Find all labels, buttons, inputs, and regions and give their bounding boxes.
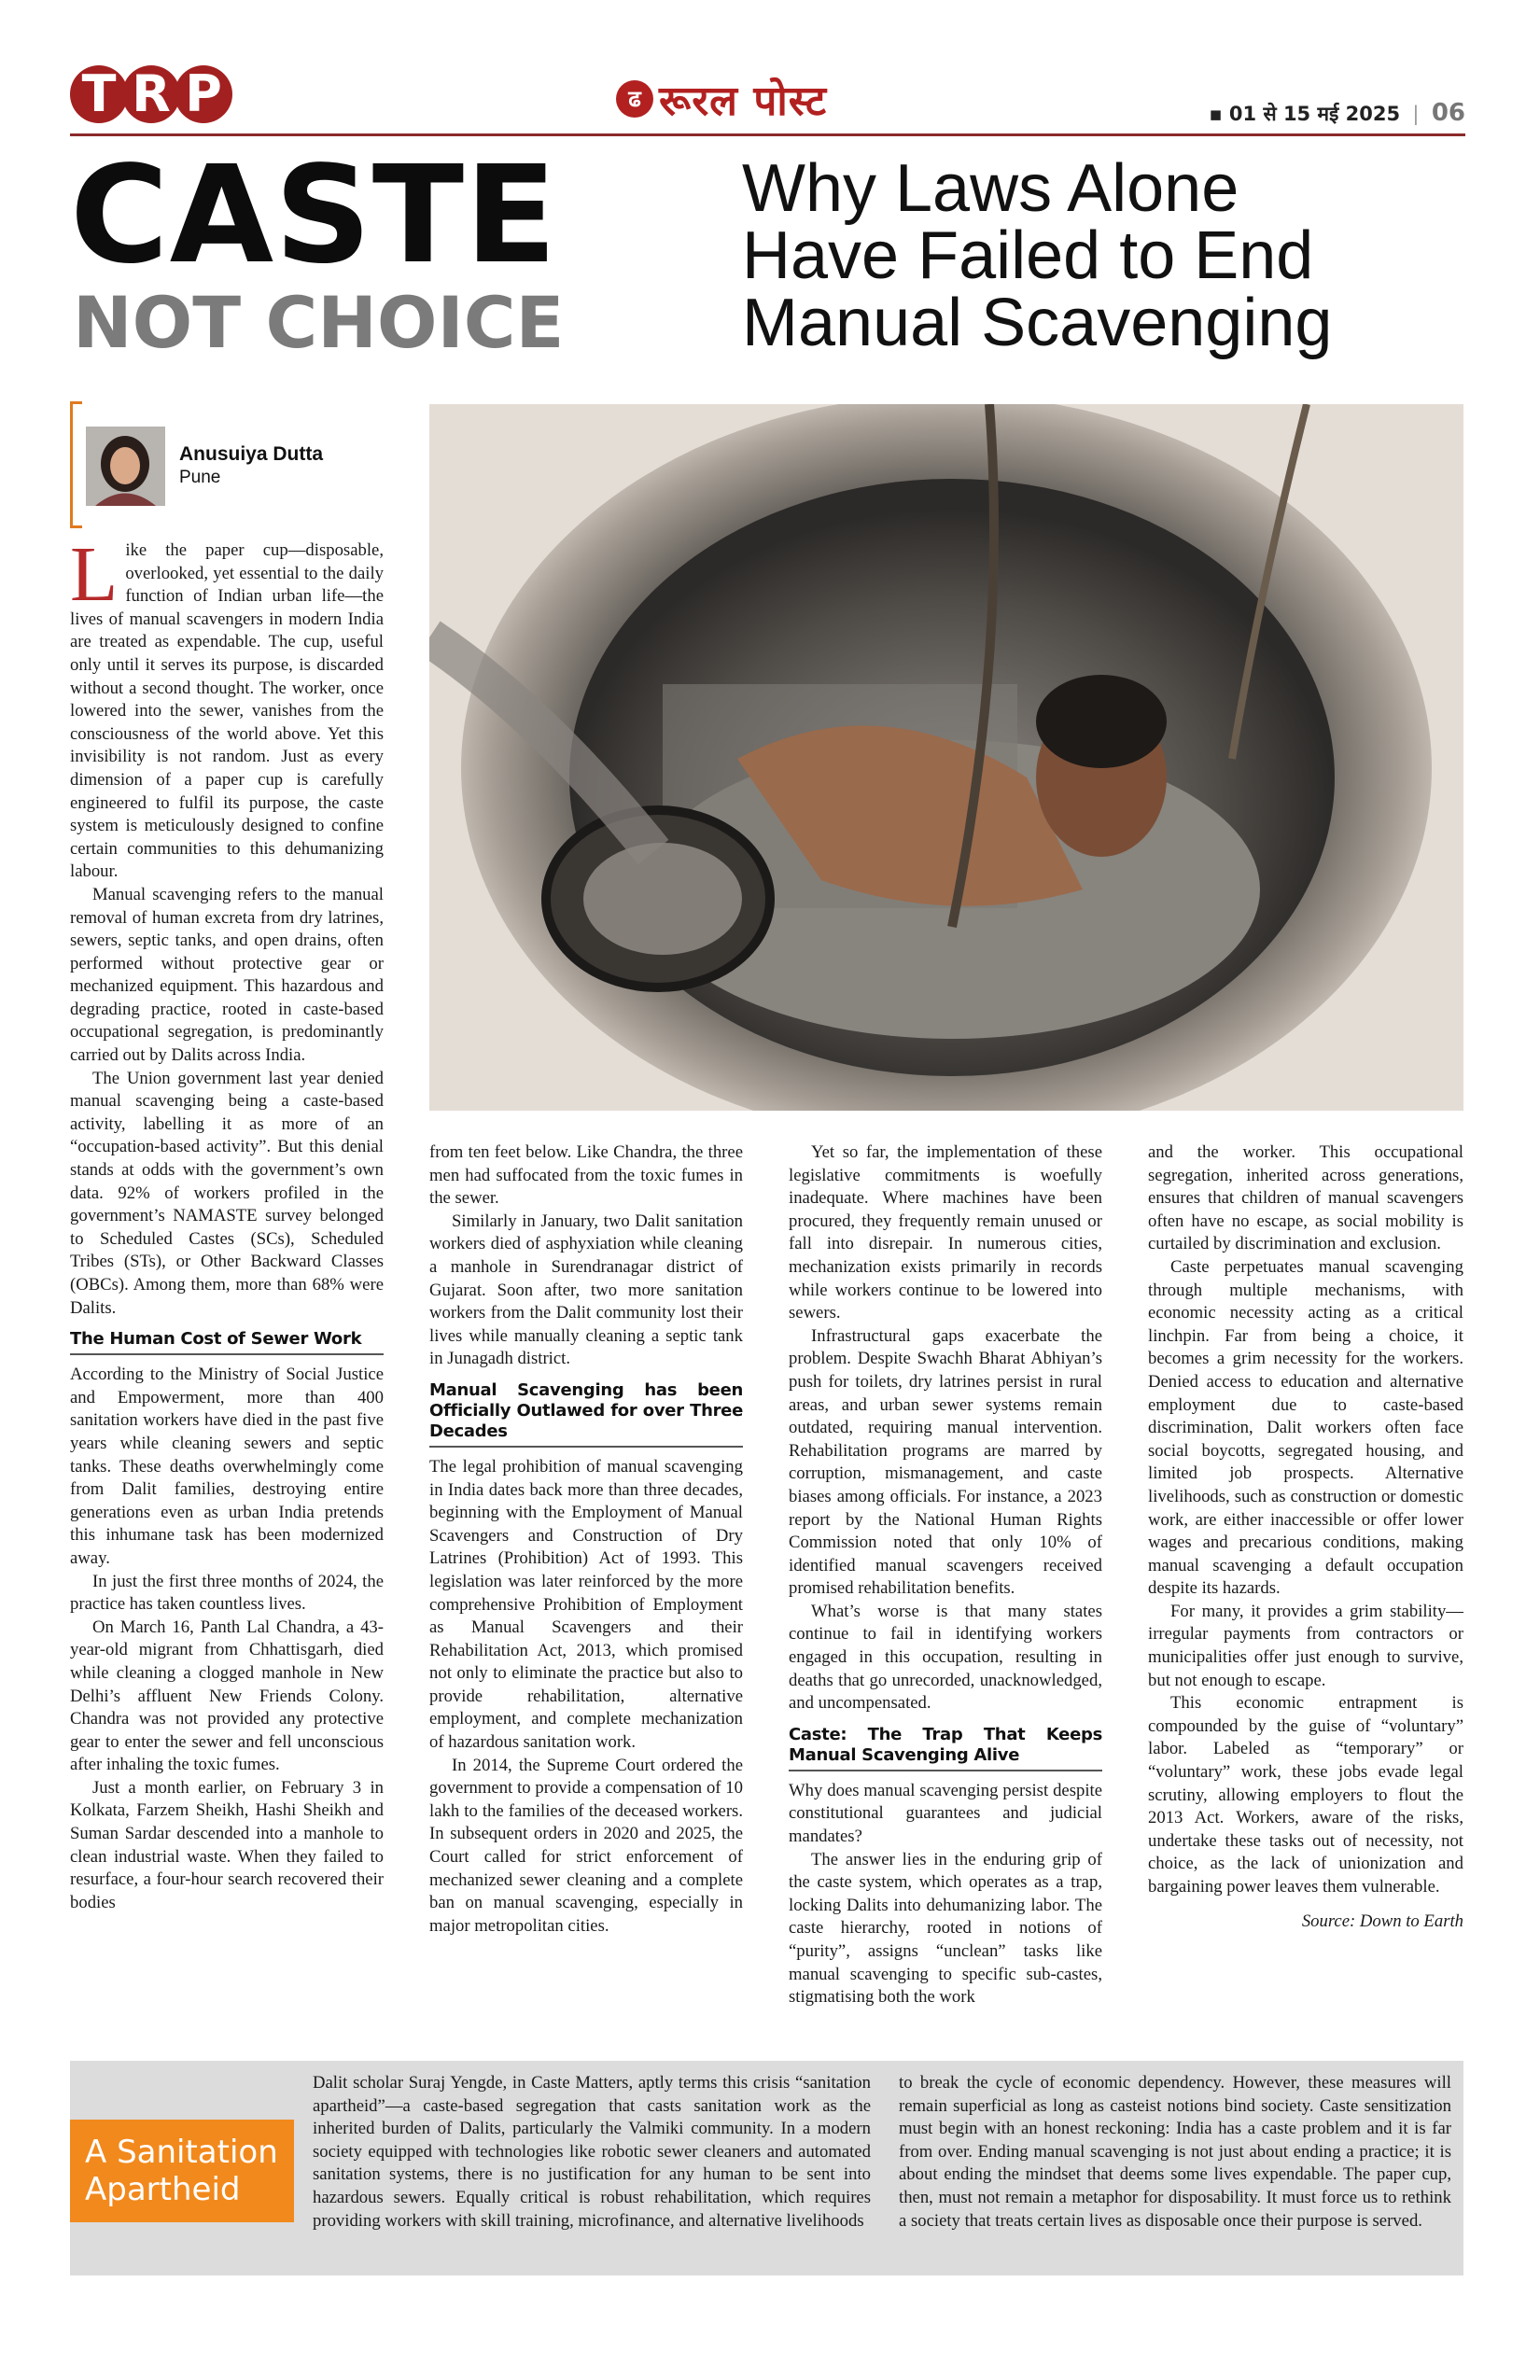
box-label [70,2120,294,2222]
article-paragraph: This economic entrapment is compounded by the guise of “voluntary” labor. Labeled as “temporary” or “voluntary” work, these jobs evade legal scrutiny, allowing employers to flout the 2013 Act. Workers, aware of the risks, undertake these tasks out of necessity, not choice, as the lack of unionization and bargaining power leaves them vulnerable. [1148,1693,1463,1897]
issue-separator: | [1412,103,1420,125]
subheadline-line: Why Laws Alone [742,151,1239,226]
paper-logo [616,71,827,127]
section-heading: Manual Scavenging has been Officially Outlawed for over Three Decades [429,1380,743,1448]
author-name: Anusuiya Dutta [179,443,324,465]
article-column-4 [1148,1141,1463,1933]
headline-not-choice: NOT CHOICE [73,281,565,364]
article-paragraph: What’s worse is that many states continue to fail in identifying workers engaged in this occupation, resulting in deaths that go unrecorded, unacknowledged, and uncompensated. [789,1601,1102,1714]
article-column-2 [429,1141,743,1938]
issue-date: ▪ 01 से 15 मई 2025 [1209,103,1401,125]
subheadline-line: Manual Scavenging [742,286,1333,360]
subheadline-line: Have Failed to End [742,218,1314,293]
article-paragraph: Yet so far, the implementation of these legislative commitments is woefully inadequate. Where machines have been procured, they frequently remain unused or fall into disrepair. In numerous cities, mechanization exists primarily in records while workers continue to be lowered into sewers. [789,1142,1102,1323]
subheadline [742,151,1451,360]
article-paragraph: Manual scavenging refers to the manual removal of human excreta from dry latrines, sewers, septic tanks, and open drains, often performed without protective gear or mechanized equipment. This hazardous and degrading practice, rooted in caste-based occupational segregation, is predominantly carried out by Dalits across India. [70,884,384,1066]
page-number: 06 [1431,99,1465,127]
box-label-line: Apartheid [85,2171,241,2208]
article-paragraph: Just a month earlier, on February 3 in Kolkata, Farzem Sheikh, Hashi Sheikh and Suman Sardar descended into a manhole to clean industrial waste. When they failed to resurface, a four-hour search recovered their bodies [70,1777,384,1912]
article-paragraph: Like the paper cup—disposable, overlooked, yet essential to the daily function of Indian urban life—the lives of manual scavengers in modern India are treated as expendable. The cup, useful only until it serves its purpose, is discarded without a second thought. The worker, once lowered into the sewer, vanishes from the consciousness of the world above. Yet this invisibility is not random. Just as every dimension of a paper cup is carefully engineered to fulfil its purpose, the caste system is meticulously designed to confine certain communities to this dehumanizing labour. [70,531,384,882]
article-paragraph: Caste perpetuates manual scavenging through multiple mechanisms, with economic necessity acting as a critical linchpin. Far from being a choice, it becomes a grim necessity for the workers. Denied access to education and alternative employment due to caste-based discrimination, Dalit workers often face social boycotts, segregated housing, and limited job prospects. Alternative livelihoods, such as construction or domestic work, are either inaccessible or offer lower wages and precarious conditions, making manual scavenging a default occupation despite its hazards. [1148,1256,1463,1599]
box-column-1: Dalit scholar Suraj Yengde, in Caste Matters, aptly terms this crisis “sanitation apartheid”—a caste-based segregation that casts sanitation work as the inherited burden of Dalits, particularly the Valmiki community. In a modern society equipped with technologies like robotic sewer cleaners and automated sanitation systems, there is no justification for any human to be sent into hazardous sewers. Equally critical is robust rehabilitation, which requires providing workers with skill training, microfinance, and alternative livelihoods [313,2073,871,2231]
article-paragraph: According to the Ministry of Social Justice and Empowerment, more than 400 sanitation workers have died in the past five years while cleaning sewers and septic tanks. These deaths overwhelmingly come from Dalit families, destroying entire generations even as urban India pretends this inhumane task has been modernized away. [70,1365,384,1568]
author-location: Pune [179,468,221,487]
article-paragraph: Why does manual scavenging persist despite constitutional guarantees and judicial mandates? [789,1780,1102,1847]
section-heading: The Human Cost of Sewer Work [70,1329,384,1355]
article-paragraph: On March 16, Panth Lal Chandra, a 43-year-old migrant from Chhattisgarh, died while cleaning a clogged manhole in New Delhi’s affluent New Friends Colony. Chandra was not provided any protective gear to enter the sewer and fell unconscious after inhaling the toxic fumes. [70,1617,384,1775]
section-heading: Caste: The Trap That Keeps Manual Scavenging Alive [789,1725,1102,1771]
box-label-line: A Sanitation [85,2134,278,2171]
article-paragraph: and the worker. This occupational segregation, inherited across generations, ensures that children of manual scavengers often have no escape, as social mobility is curtailed by discrimination and exclusion. [1148,1142,1463,1254]
issue-info [1209,99,1465,127]
manhole-photo [429,404,1463,1111]
masthead [70,65,1465,136]
article-paragraph: The legal prohibition of manual scavenging in India dates back more than three decades, beginning with the Employment of Manual Scavengers and Construction of Dry Latrines (Prohibition) Act of 1993. This legislation was later reinforced by the more comprehensive Prohibition of Employment as Manual Scavengers and their Rehabilitation Act, 2013, which promised not only to eliminate the practice but also to provide rehabilitation, alternative employment, and complete mechanization of hazardous sanitation work. [429,1456,743,1753]
article-paragraph: Infrastructural gaps exacerbate the problem. Despite Swachh Bharat Abhiyan’s push for toilets, dry latrines persist in rural areas, and urban sewer systems remain outdated, requiring manual intervention. Rehabilitation programs are marred by corruption, mismanagement, and caste biases among officials. For instance, a 2023 report by the National Human Rights Commission noted that only 10% of identified manual scavengers received promised rehabilitation benefits. [789,1325,1102,1599]
logo-mark-icon: ढ [616,80,653,118]
drop-cap: L [70,531,119,618]
byline-bracket [70,401,82,528]
article-paragraph: from ten feet below. Like Chandra, the three men had suffocated from the toxic fumes in the sewer. [429,1142,743,1209]
article-paragraph: The answer lies in the enduring grip of the caste system, which operates as a trap, locking Dalits into dehumanizing labor. The caste hierarchy, rooted in notions of “purity”, assigns “unclean” tasks like manual scavenging to specific sub-castes, stigmatising both the work [789,1849,1102,2008]
article-paragraph: Similarly in January, two Dalit sanitation workers died of asphyxiation while cleaning a manhole in Surendranagar district of Gujarat. Soon after, two more sanitation workers from the Dalit community lost their lives while manually cleaning a septic tank in Junagadh district. [429,1211,743,1369]
article-paragraph: For many, it provides a grim stability—irregular payments from contractors or municipalities offer just enough to survive, but not enough to escape. [1148,1601,1463,1690]
article-paragraph: The Union government last year denied manual scavenging being a caste-based activity, labelling it as more of an “occupation-based activity”. But this denial stands at odds with the government’s own data. 92% of workers profiled in the government’s NAMASTE survey belonged to Scheduled Castes (SCs), Scheduled Tribes (STs), or Other Backward Classes (OBCs). Among them, more than 68% were Dalits. [70,1068,384,1318]
trp-letter-r: R [122,65,180,123]
article-paragraph: In 2014, the Supreme Court ordered the government to provide a compensation of 10 lakh to the families of the deceased workers. In subsequent orders in 2020 and 2025, the Court called for strict enforcement of mechanized sewer cleaning and a complete ban on manual scavenging, especially in major metropolitan cities. [429,1755,743,1936]
sanitation-apartheid-box [70,2061,1463,2275]
trp-letter-t: T [70,65,128,123]
headline-caste: CASTE [70,136,558,293]
box-column-2: to break the cycle of economic dependency. However, these measures will remain superficial as long as casteist notions bind society. Caste sensitization must begin with an honest reckoning: India has a caste problem and it is far from over. Ending manual scavenging is not just about ending a practice; it is about ending the mindset that deems some lives expendable. The paper cup, then, must not remain a metaphor for disposability. It must force us to rethink a society that treats certain lives as disposable once their purpose is served. [899,2073,1451,2231]
author-avatar [86,427,165,506]
paper-name: रूरल पोस्ट [659,77,828,125]
trp-letter-p: P [175,65,232,123]
trp-logo [70,65,227,123]
article-column-3 [789,1141,1102,2009]
article-paragraph: In just the first three months of 2024, the practice has taken countless lives. [70,1571,384,1615]
article-column-1 [70,531,384,1914]
article-source: Source: Down to Earth [1301,1911,1463,1931]
